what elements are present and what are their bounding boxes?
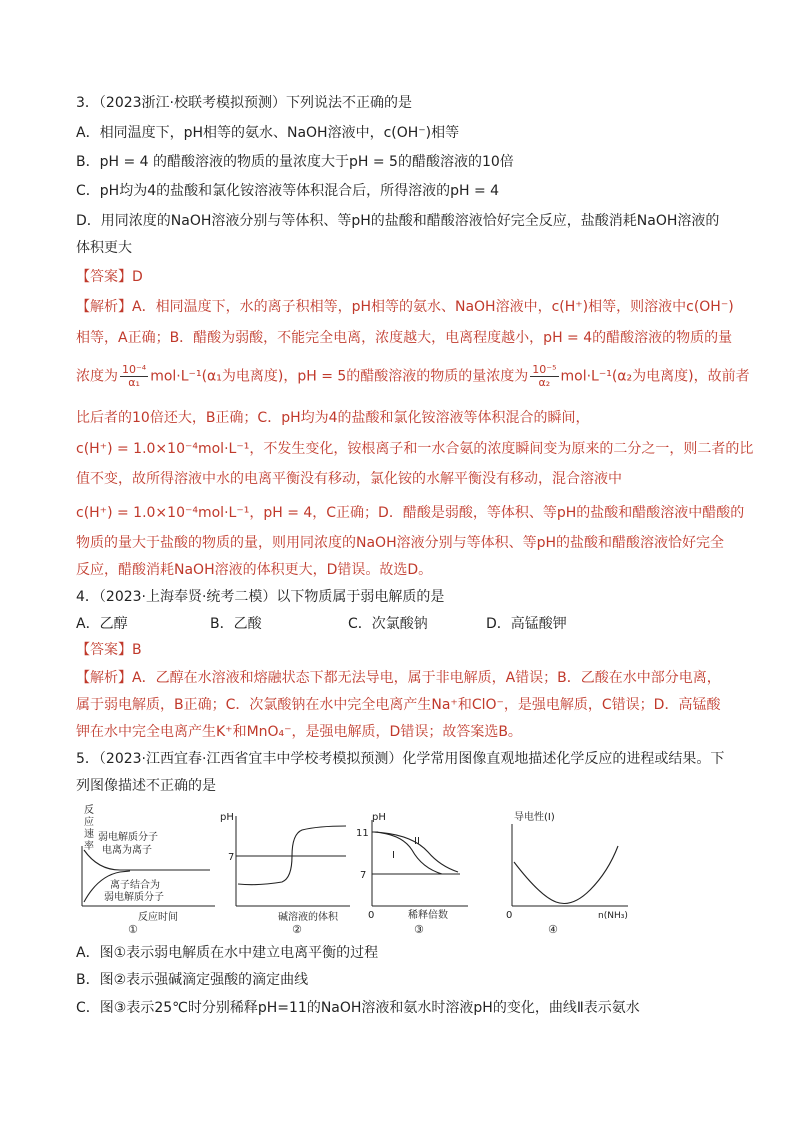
fig3-curve-I-label: I: [392, 850, 395, 861]
fig4-ylabel: 导电性(I): [514, 812, 555, 823]
fraction-denominator: α₁: [128, 376, 140, 389]
fig3-tick-11: 11: [356, 828, 369, 839]
fig4-xlabel: n(NH₃): [598, 911, 628, 921]
q5-option-a: A．图①表示弱电解质在水中建立电离平衡的过程: [76, 945, 379, 961]
fig1-number: ①: [128, 923, 138, 936]
analysis-text: mol·L⁻¹(α₂为电离度)，故前者: [560, 368, 750, 385]
fig1-upper-label-1: 弱电解质分子: [98, 832, 158, 843]
fig1-xlabel: 反应时间: [138, 912, 178, 923]
q3-analysis-8: 物质的量大于盐酸的物质的量，则用同浓度的NaOH溶液分别与等体积、等pH的盐酸和醋酸溶液恰好完全: [76, 535, 725, 551]
q3-analysis-3: [76, 364, 750, 389]
analysis-tag: 【解析】: [76, 299, 132, 315]
q3-analysis-2: 相等，A正确；B．醋酸为弱酸，不能完全电离，浓度越大，电离程度越小，pH = 4的醋酸溶液的物质的量: [76, 330, 733, 346]
q3-analysis-6: 值不变，故所得溶液中水的电离平衡没有移动，氯化铵的水解平衡没有移动，混合溶液中: [76, 471, 622, 487]
q5-stem: 5．（2023·江西宜春·江西省宜丰中学校考模拟预测）化学常用图像直观地描述化学反应的进程或结果。下: [76, 751, 725, 767]
q4-answer: [76, 640, 142, 660]
answer-tag: 【答案】: [76, 269, 132, 285]
fraction-numerator: 10⁻⁴: [122, 363, 147, 376]
fig3-tick-7: 7: [360, 870, 367, 881]
q4-option-a: A．乙醇: [76, 616, 128, 632]
fig1-ylabel-4: 率: [84, 841, 94, 852]
q5-option-b: B．图②表示强碱滴定强酸的滴定曲线: [76, 972, 309, 988]
fig1-ylabel-2: 应: [84, 817, 94, 828]
q4-stem: 4．（2023·上海奉贤·统考二模）以下物质属于弱电解质的是: [76, 589, 445, 605]
fig4-conductivity-curve: [514, 846, 618, 904]
figure-4-conductivity: [500, 806, 640, 936]
q3-option-b: B．pH = 4 的醋酸溶液的物质的量浓度大于pH = 5的醋酸溶液的10倍: [76, 154, 514, 170]
q3-analysis-5: c(H⁺) = 1.0×10⁻⁴mol·L⁻¹，不发生变化，铵根离子和一水合氨的浓度瞬间变为原来的二分之一，则二者的比: [76, 441, 754, 457]
q3-analysis-4: 比后者的10倍还大，B正确；C．pH均为4的盐酸和氯化铵溶液等体积混合的瞬间，: [76, 410, 590, 426]
q5-stem-cont: 列图像描述不正确的是: [76, 778, 216, 794]
fig2-xlabel: 碱溶液的体积: [278, 912, 338, 923]
figure-3-dilution: [352, 806, 482, 936]
q4-option-c: C．次氯酸钠: [348, 616, 428, 632]
q3-option-d: D．用同浓度的NaOH溶液分别与等体积、等pH的盐酸和醋酸溶液恰好完全反应，盐酸消耗NaOH溶液的: [76, 213, 720, 229]
fig3-number: ③: [414, 923, 424, 936]
q5-option-c: C．图③表示25℃时分别稀释pH=11的NaOH溶液和氨水时溶液pH的变化，曲线Ⅱ表示氨水: [76, 1000, 640, 1016]
fig2-ylabel: pH: [220, 812, 234, 823]
q3-stem: 3．（2023浙江·校联考模拟预测）下列说法不正确的是: [76, 95, 412, 111]
q4-analysis-2: 属于弱电解质，B正确；C．次氯酸钠在水中完全电离产生Na⁺和ClO⁻，是强电解质，C错误；D．高锰酸: [76, 697, 721, 713]
fig4-number: ④: [548, 923, 558, 936]
q3-analysis-1: [76, 297, 734, 317]
fig3-origin: 0: [368, 910, 375, 921]
q3-option-d-cont: 体积更大: [76, 240, 132, 256]
figure-2-titration: [218, 806, 358, 936]
answer-value: D: [132, 269, 143, 285]
analysis-tag: 【解析】: [76, 670, 132, 686]
fig3-curve-II-label: II: [414, 836, 420, 847]
fig1-lower-label-1: 离子结合为: [110, 880, 160, 891]
q3-analysis-7: c(H⁺) = 1.0×10⁻⁴mol·L⁻¹，pH = 4，C正确；D．醋酸是弱酸，等体积、等pH的盐酸和醋酸溶液中醋酸的: [76, 505, 745, 521]
fraction-1: [120, 364, 148, 389]
fig2-number: ②: [292, 923, 302, 936]
fraction-2: [530, 364, 558, 389]
answer-tag: 【答案】: [76, 642, 132, 658]
fig1-lower-label-2: 弱电解质分子: [104, 892, 164, 903]
q3-analysis-9: 反应，醋酸消耗NaOH溶液的体积更大，D错误。故选D。: [76, 562, 433, 578]
fig4-origin: 0: [506, 910, 513, 921]
fig3-ylabel: pH: [372, 812, 386, 823]
fig2-titration-curve: [238, 826, 346, 885]
fig2-tick-7: 7: [228, 852, 235, 863]
q3-option-c: C．pH均为4的盐酸和氯化铵溶液等体积混合后，所得溶液的pH = 4: [76, 183, 500, 199]
fig3-xlabel: 稀释倍数: [408, 910, 448, 921]
q4-analysis-3: 钾在水中完全电离产生K⁺和MnO₄⁻，是强电解质，D错误；故答案选B。: [76, 724, 522, 740]
fig1-upper-label-2: 电离为离子: [102, 845, 152, 856]
fig1-ylabel-3: 速: [84, 829, 94, 840]
analysis-text: 浓度为: [76, 368, 118, 385]
fraction-numerator: 10⁻⁵: [532, 363, 557, 376]
q3-option-a: A．相同温度下，pH相等的氨水、NaOH溶液中，c(OH⁻)相等: [76, 125, 460, 141]
figure-1-reaction-rate: [70, 798, 220, 936]
analysis-text: A．乙醇在水溶液和熔融状态下都无法导电，属于非电解质，A错误；B．乙酸在水中部分电离，: [132, 670, 721, 686]
q4-option-b: B．乙酸: [210, 616, 262, 632]
answer-value: B: [132, 642, 142, 658]
q4-options: [76, 614, 567, 634]
analysis-text: mol·L⁻¹(α₁为电离度)，pH = 5的醋酸溶液的物质的量浓度为: [150, 368, 529, 385]
q3-answer: [76, 267, 143, 287]
q4-analysis-1: [76, 668, 721, 688]
q4-option-d: D．高锰酸钾: [486, 616, 567, 632]
analysis-text: A．相同温度下，水的离子积相等，pH相等的氨水、NaOH溶液中，c(H⁺)相等，则溶液中c(OH⁻): [132, 299, 734, 315]
fraction-denominator: α₂: [538, 376, 551, 389]
fig1-ylabel-1: 反: [84, 805, 94, 816]
